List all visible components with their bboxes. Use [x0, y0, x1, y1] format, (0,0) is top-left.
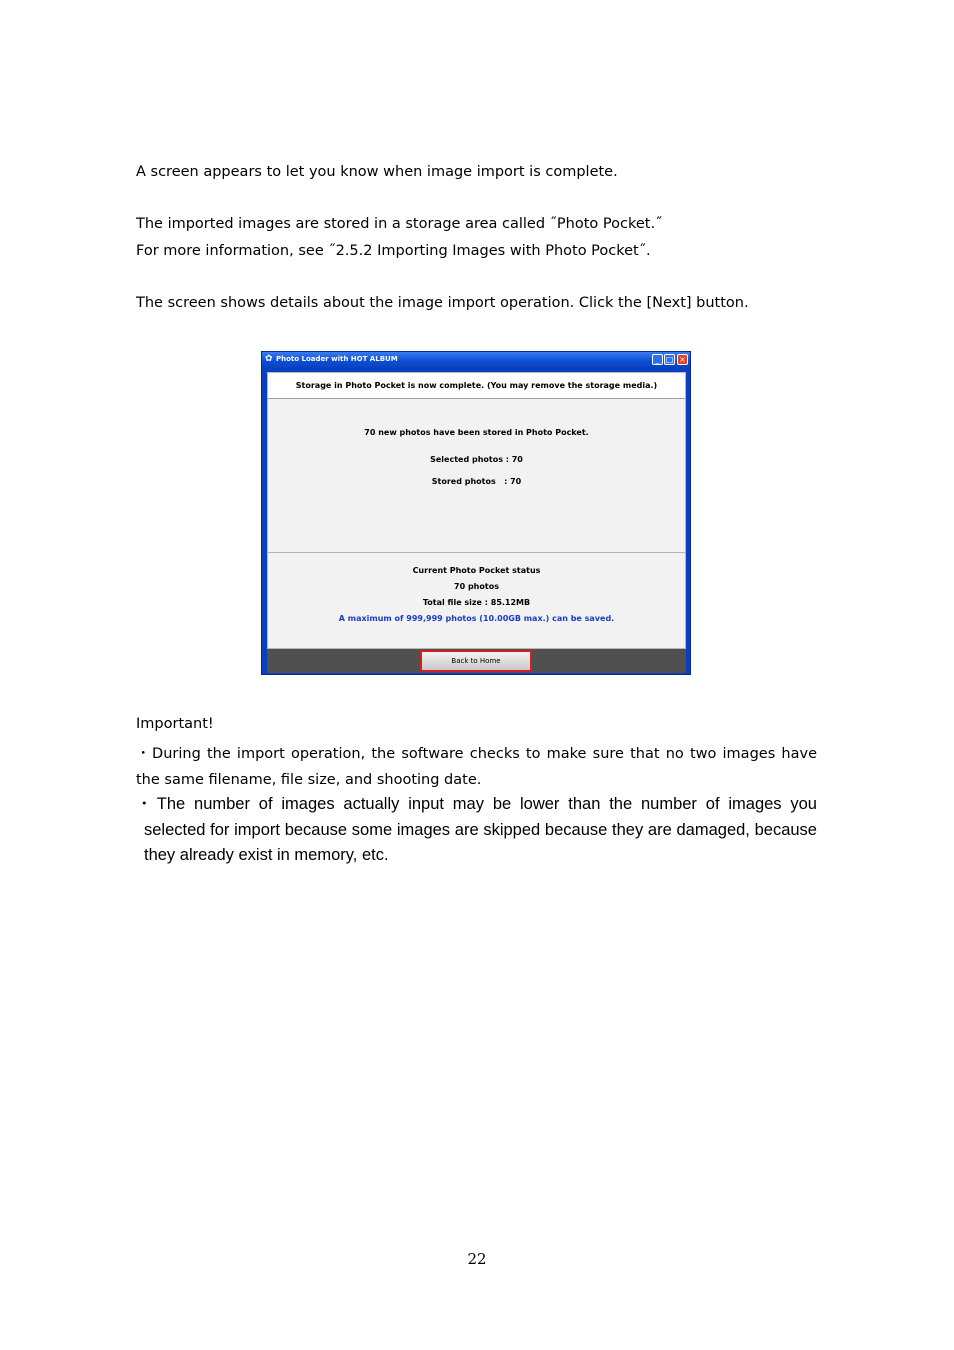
stored-message: 70 new photos have been stored in Photo Pocket.	[364, 428, 589, 437]
stored-photos-count: Stored photos : 70	[431, 477, 522, 486]
intro-paragraph: A screen appears to let you know when image import is complete.	[136, 164, 618, 180]
status-size: Total file size : 85.12MB	[422, 598, 531, 607]
important-title: Important!	[136, 716, 214, 732]
completion-header: Storage in Photo Pocket is now complete. (You may remove the storage media.)	[268, 373, 685, 399]
details-paragraph: The screen shows details about the image import operation. Click the [Next] button.	[136, 295, 749, 311]
important-note-skipped: ・The number of images actually input may be lower than the number of images you selected for import because some images are skipped because they are damaged, because they already exist in memory, etc.	[136, 795, 817, 864]
window-footer	[267, 649, 686, 673]
app-icon: ✿	[265, 354, 273, 364]
status-count: 70 photos	[454, 582, 499, 591]
reference-paragraph: For more information, see ˝2.5.2 Importing Images with Photo Pocket˝.	[136, 243, 651, 259]
storage-paragraph: The imported images are stored in a storage area called ˝Photo Pocket.˝	[136, 216, 663, 232]
window-client-area	[267, 372, 686, 649]
back-to-home-button[interactable]: Back to Home	[420, 650, 532, 672]
selected-photos-count: Selected photos : 70	[430, 455, 523, 464]
minimize-icon[interactable]: _	[652, 354, 663, 365]
status-max-capacity: A maximum of 999,999 photos (10.00GB max.) can be saved.	[338, 614, 615, 623]
status-title: Current Photo Pocket status	[412, 566, 541, 575]
section-divider	[268, 552, 685, 553]
page-number: 22	[467, 1250, 487, 1268]
important-note-duplicates: ・During the import operation, the software checks to make sure that no two images have the same filename, file size, and shooting date.	[136, 746, 817, 788]
window-title: Photo Loader with HOT ALBUM	[276, 355, 398, 363]
window-titlebar	[262, 352, 690, 367]
close-icon[interactable]: ×	[677, 354, 688, 365]
maximize-icon[interactable]: □	[665, 355, 674, 364]
photo-loader-window	[261, 351, 691, 675]
